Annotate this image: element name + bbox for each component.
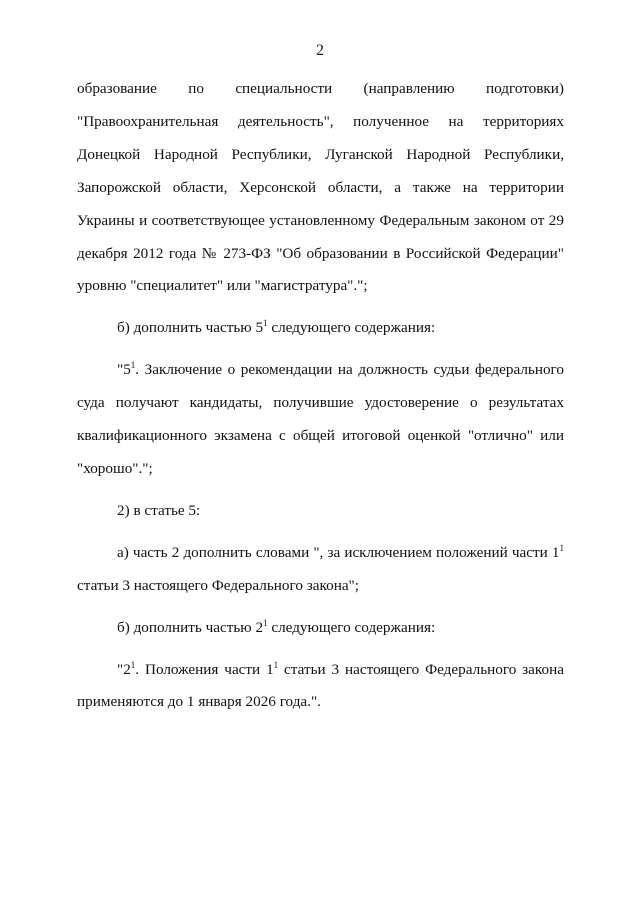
text-line: статьи 3 настоящего Федерального закона"; bbox=[77, 576, 359, 594]
text-fragment: статьи 3 настоящего Федерального закона bbox=[278, 660, 564, 678]
text-fragment: б) дополнить частью 5 bbox=[117, 319, 264, 337]
text-line: применяются до 1 января 2026 года.". bbox=[77, 693, 321, 711]
text-line: уровню "специалитет" или "магистратура"."; bbox=[77, 277, 368, 295]
text-line bbox=[77, 354, 564, 387]
text-fragment: "5 bbox=[117, 361, 131, 379]
superscript: 1 bbox=[263, 617, 268, 628]
text-line: Украины и соответствующее установленному Федеральным законом от 29 bbox=[77, 211, 564, 229]
text-fragment: . Заключение о рекомендации на должность судьи федерального bbox=[135, 361, 564, 379]
superscript: 1 bbox=[130, 659, 136, 670]
text-line: образование по специальности (направлению подготовки) bbox=[77, 80, 564, 97]
text-line: Донецкой Народной Республики, Луганской Народной Республики, bbox=[77, 145, 564, 163]
text-line bbox=[77, 654, 564, 687]
page-number: 2 bbox=[316, 42, 324, 59]
superscript: 1 bbox=[559, 542, 564, 553]
text-line bbox=[77, 537, 564, 570]
text-fragment: . Положения части 1 bbox=[135, 660, 274, 678]
text-fragment: следующего содержания: bbox=[267, 319, 436, 337]
paragraph-quoted-part-2-1 bbox=[77, 654, 564, 720]
paragraph-education-requirement bbox=[77, 73, 564, 303]
paragraph-amend-part-2 bbox=[77, 537, 564, 603]
paragraph-quoted-part-5-1 bbox=[77, 354, 564, 486]
paragraph-add-part-2-1 bbox=[77, 612, 564, 645]
text-line: декабря 2012 года № 273-ФЗ "Об образовании в Российской Федерации" bbox=[77, 244, 564, 262]
text-line: "хорошо"."; bbox=[77, 459, 153, 477]
superscript: 1 bbox=[130, 360, 136, 371]
paragraph-article-5: 2) в статье 5: bbox=[117, 501, 201, 519]
superscript: 1 bbox=[263, 318, 268, 329]
text-fragment: следующего содержания: bbox=[267, 618, 436, 636]
text-line: "Правоохранительная деятельность", полученное на территориях bbox=[77, 112, 564, 130]
paragraph-add-part-5-1 bbox=[77, 312, 564, 345]
text-line: Запорожской области, Херсонской области, а также на территории bbox=[77, 178, 564, 196]
text-line: квалификационного экзамена с общей итоговой оценкой "отлично" или bbox=[77, 427, 564, 445]
text-fragment: а) часть 2 дополнить словами ", за исключением положений части 1 bbox=[117, 543, 560, 561]
superscript: 1 bbox=[273, 659, 279, 670]
document-body bbox=[77, 73, 564, 719]
text-line: суда получают кандидаты, получившие удостоверение о результатах bbox=[77, 394, 564, 412]
text-fragment: "2 bbox=[117, 660, 131, 678]
text-fragment: б) дополнить частью 2 bbox=[117, 618, 264, 636]
